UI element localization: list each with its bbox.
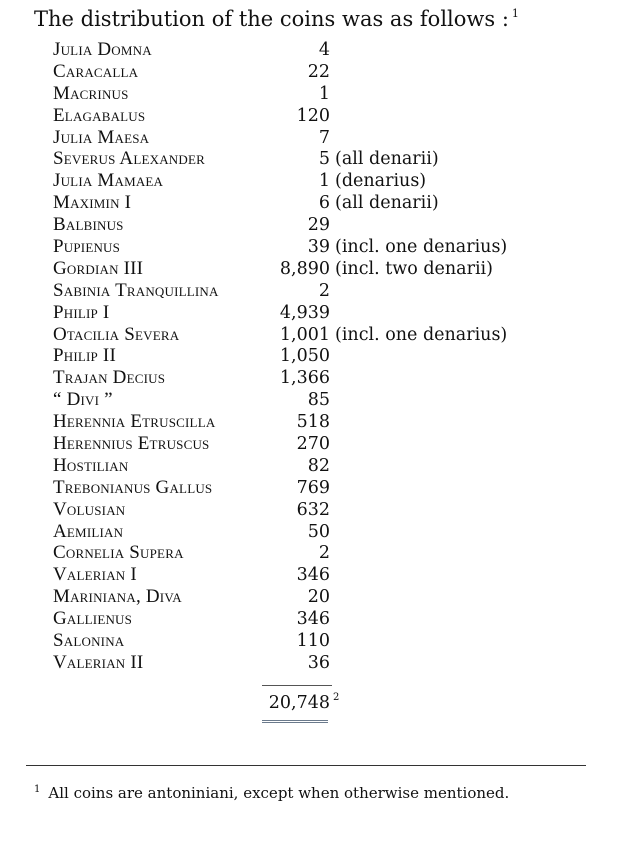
coin-count: 1 <box>318 171 330 192</box>
table-row <box>0 258 634 280</box>
table-row <box>0 39 634 61</box>
table-row <box>0 61 634 83</box>
emperor-name: Severus Alexander <box>53 148 205 170</box>
table-row <box>0 477 634 499</box>
total-rule-double <box>262 720 328 723</box>
emperor-name: Julia Mamaea <box>53 170 164 192</box>
emperor-name: Gordian III <box>53 257 144 279</box>
table-row <box>0 302 634 324</box>
coin-count: 82 <box>307 455 330 476</box>
coin-count: 5 <box>318 149 330 170</box>
emperor-name: Julia Maesa <box>53 126 150 148</box>
emperor-name: Hostilian <box>53 454 129 476</box>
coin-count: 1,001 <box>279 324 330 345</box>
table-row <box>0 280 634 302</box>
intro-footnote-mark: 1 <box>511 7 519 20</box>
coin-count: 85 <box>307 390 330 411</box>
table-row <box>0 236 634 258</box>
table-row <box>0 433 634 455</box>
coin-count: 769 <box>296 477 330 498</box>
coin-count: 110 <box>296 631 330 652</box>
emperor-name: Trebonianus Gallus <box>53 476 213 498</box>
coin-count: 1,050 <box>279 346 330 367</box>
coin-note: (incl. two denarii) <box>335 258 493 279</box>
coin-count: 20 <box>307 587 330 608</box>
intro-sentence <box>34 1 519 32</box>
emperor-name: Elagabalus <box>53 104 146 126</box>
intro-text: The distribution of the coins was as follows : <box>34 7 509 31</box>
emperor-name: Maximin I <box>53 192 132 214</box>
emperor-name: Volusian <box>53 498 126 520</box>
emperor-name: Mariniana, Diva <box>53 586 182 608</box>
emperor-name: Caracalla <box>53 60 139 82</box>
total-value: 20,748 <box>268 693 330 713</box>
coin-note: (denarius) <box>335 171 427 192</box>
coin-count: 36 <box>307 652 330 673</box>
coin-count: 29 <box>307 215 330 236</box>
table-row <box>0 170 634 192</box>
emperor-name: “ Divi ” <box>53 389 113 411</box>
coin-count: 1,366 <box>279 368 330 389</box>
table-row <box>0 127 634 149</box>
coin-count: 518 <box>296 412 330 433</box>
coin-count: 270 <box>296 434 330 455</box>
coin-note: (all denarii) <box>335 149 439 170</box>
table-row <box>0 324 634 346</box>
coin-count: 7 <box>318 127 330 148</box>
emperor-name: Julia Domna <box>53 39 152 60</box>
coin-count: 346 <box>296 565 330 586</box>
coin-count: 39 <box>307 237 330 258</box>
footnote-mark: 1 <box>34 784 41 795</box>
table-row <box>0 652 634 674</box>
coin-count: 120 <box>296 105 330 126</box>
coin-note: (incl. one denarius) <box>335 324 508 345</box>
total-footnote-mark: 2 <box>333 692 340 703</box>
table-row <box>0 148 634 170</box>
table-row <box>0 83 634 105</box>
coin-count: 4,939 <box>279 302 330 323</box>
table-row <box>0 389 634 411</box>
emperor-name: Otacilia Severa <box>53 323 180 345</box>
emperor-name: Cornelia Supera <box>53 542 184 564</box>
emperor-name: Pupienus <box>53 236 121 258</box>
coin-distribution-table <box>0 39 634 674</box>
coin-count: 4 <box>318 40 330 60</box>
coin-count: 22 <box>307 61 330 82</box>
emperor-name: Aemilian <box>53 520 124 542</box>
table-row <box>0 608 634 630</box>
emperor-name: Herennius Etruscus <box>53 433 210 455</box>
coin-count: 1 <box>318 83 330 104</box>
table-row <box>0 411 634 433</box>
coin-count: 6 <box>318 193 330 214</box>
coin-count: 632 <box>296 499 330 520</box>
footnote <box>34 780 509 803</box>
emperor-name: Macrinus <box>53 82 129 104</box>
table-row <box>0 521 634 543</box>
emperor-name: Sabinia Tranquillina <box>53 279 219 301</box>
coin-count: 346 <box>296 609 330 630</box>
emperor-name: Gallienus <box>53 608 133 630</box>
coin-count: 2 <box>318 280 330 301</box>
emperor-name: Philip I <box>53 301 110 323</box>
table-row <box>0 105 634 127</box>
table-row <box>0 367 634 389</box>
table-row <box>0 630 634 652</box>
table-row <box>0 564 634 586</box>
emperor-name: Valerian I <box>53 564 137 586</box>
emperor-name: Philip II <box>53 345 116 367</box>
emperor-name: Valerian II <box>53 651 144 673</box>
emperor-name: Herennia Etruscilla <box>53 411 216 433</box>
table-row <box>0 345 634 367</box>
coin-note: (incl. one denarius) <box>335 237 508 258</box>
coin-count: 2 <box>318 543 330 564</box>
emperor-name: Balbinus <box>53 214 124 236</box>
footnote-text: All coins are antoniniani, except when otherwise mentioned. <box>48 784 510 802</box>
coin-count: 50 <box>307 521 330 542</box>
emperor-name: Salonina <box>53 630 125 652</box>
table-row <box>0 192 634 214</box>
table-row <box>0 586 634 608</box>
coin-count: 8,890 <box>279 258 330 279</box>
table-row <box>0 455 634 477</box>
emperor-name: Trajan Decius <box>53 367 166 389</box>
coin-note: (all denarii) <box>335 193 439 214</box>
total-rule-top <box>262 685 332 686</box>
table-row <box>0 499 634 521</box>
footnote-separator <box>26 765 586 766</box>
table-row <box>0 214 634 236</box>
table-row <box>0 542 634 564</box>
